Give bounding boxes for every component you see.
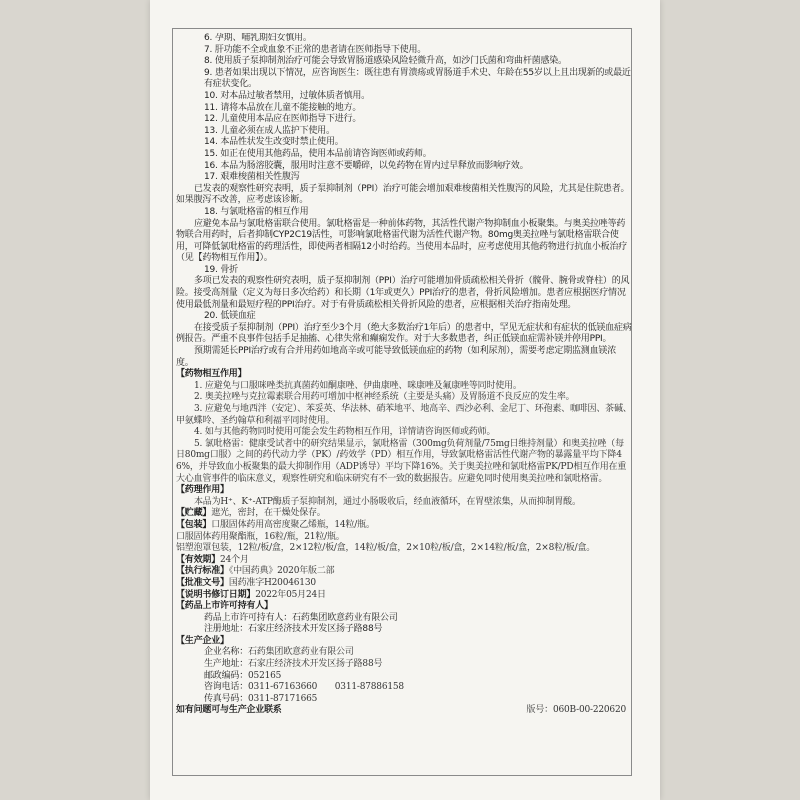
precaution-item: 17. 艰难梭菌相关性腹泻 <box>204 172 300 183</box>
mah-name: 石药集团欧意药业有限公司 <box>292 612 398 623</box>
storage-row <box>176 508 632 520</box>
field-label: 咨询电话： <box>204 682 249 693</box>
precaution-item: 10. 对本品过敏者禁用，过敏体质者慎用。 <box>204 90 370 101</box>
approval-value: 国药准字H20046130 <box>228 577 316 588</box>
precaution-item: 12. 儿童使用本品应在医师指导下进行。 <box>204 114 362 125</box>
validity-label: 【有效期】 <box>176 554 221 565</box>
manufacturer-field <box>176 659 632 671</box>
mah-address-label: 注册地址： <box>204 624 249 635</box>
packaging-label: 【包装】 <box>176 519 212 530</box>
precaution-item: 13. 儿童必须在成人监护下使用。 <box>204 125 335 136</box>
standard-value: 《中国药典》2020年版二部 <box>228 566 335 577</box>
pharmacology-text: 本品为H⁺、K⁺-ATP酶质子泵抑制剂，通过小肠吸收后，经血液循环，在胃壁浓集，从而抑制胃酸。 <box>194 496 581 507</box>
field-value: 0311-67163660 0311-87886158 <box>248 682 404 693</box>
interaction-item: 2. 奥美拉唑与克拉霉素联合用药可增加中枢神经系统（主要是头痛）及胃肠道不良反应的发生率。 <box>194 392 575 403</box>
approval-row <box>176 578 632 590</box>
hypomagnesemia-paragraph: 在接受质子泵抑制剂（PPI）治疗至少3个月（绝大多数治疗1年后）的患者中，罕见无症状和有症状的低镁血症病例报告。严重不良事件包括手足抽搐、心律失常和癫痫发作。对于大多数患者，纠正低镁血症需补镁并停用PPI。 <box>176 322 632 345</box>
pharmacology-heading: 【药理作用】 <box>176 485 229 496</box>
hypomagnesemia-monitoring: 预期需延长PPI治疗或有合并用药如地高辛或可能导致低镁血症的药物（如利尿剂），需要考虑定期监测血镁浓度。 <box>176 346 617 368</box>
manufacturer-field <box>176 647 632 659</box>
precaution-item: 15. 如正在使用其他药品，使用本品前请咨询医师或药师。 <box>204 148 432 159</box>
precaution-item: 7. 肝功能不全或血象不正常的患者请在医师指导下使用。 <box>204 44 427 55</box>
leaflet-content <box>176 33 632 773</box>
field-label: 企业名称： <box>204 647 249 658</box>
clopidogrel-heading: 18. 与氯吡格雷的相互作用 <box>204 206 309 217</box>
standard-label: 【执行标准】 <box>176 566 229 577</box>
field-value: 石药集团欧意药业有限公司 <box>248 647 354 658</box>
field-value: 0311-87171665 <box>248 693 318 704</box>
precaution-item: 11. 请将本品放在儿童不能接触的地方。 <box>204 102 362 113</box>
interactions-heading: 【药物相互作用】 <box>176 369 247 380</box>
mah-name-label: 药品上市许可持有人： <box>204 612 293 623</box>
fracture-heading: 19. 骨折 <box>204 264 238 275</box>
manufacturer-field <box>176 694 632 706</box>
revision-value: 2022年05月24日 <box>255 589 326 600</box>
storage-value: 遮光，密封，在干燥处保存。 <box>211 508 326 519</box>
revision-row <box>176 590 632 602</box>
field-label: 传真号码： <box>204 693 249 704</box>
contact-note: 如有问题可与生产企业联系 <box>176 705 282 716</box>
storage-label: 【贮藏】 <box>176 508 212 519</box>
mah-address-row <box>176 624 632 636</box>
mah-heading: 【药品上市许可持有人】 <box>176 601 273 612</box>
mah-name-row <box>176 613 632 625</box>
packaging-line: 口服固体药用高密度聚乙烯瓶，14粒/瓶。 <box>211 519 375 530</box>
precaution-item: 9. 患者如果出现以下情况，应咨询医生：既往患有胃溃疡或胃肠道手术史、年龄在55岁以上且出现新的或最近有症状变化。 <box>204 67 631 90</box>
validity-row <box>176 555 632 567</box>
revision-label: 【说明书修订日期】 <box>176 589 256 600</box>
mah-address: 石家庄经济技术开发区扬子路88号 <box>248 624 383 635</box>
manufacturer-field <box>176 682 632 694</box>
packaging-line: 口服固体药用聚酯瓶，16粒/瓶，21粒/瓶。 <box>176 531 345 542</box>
interaction-item: 3. 应避免与地西泮（安定）、苯妥英、华法林、硝苯地平、地高辛、西沙必利、金尼丁、环孢素、咖啡因、茶碱、甲氨蝶呤、圣约翰草和利福平同时使用。 <box>176 404 632 426</box>
validity-value: 24个月 <box>220 554 249 565</box>
precaution-item: 6. 孕期、哺乳期妇女慎用。 <box>204 33 312 43</box>
interaction-item: 5. 氯吡格雷：健康受试者中的研究结果显示，氯吡格雷（300mg负荷剂量/75mg日维持剂量）和奥美拉唑（每日80mg口服）之间的药代动力学（PK）/药效学（PD）相互作用，导致氯吡格雷活性代谢产物的暴露量平均下降46%，并导致血小板聚集的最大抑制作用（ADP诱导）平均下降16%。关于奥美拉唑和氯吡格雷PK/PD相互作用在重大心血管事件的临床意义，观察性研究和临床研究有不一致的数据报告。应避免同时使用奥美拉唑和氯吡格雷。 <box>176 438 627 484</box>
cdad-paragraph: 已发表的观察性研究表明，质子泵抑制剂（PPI）治疗可能会增加艰难梭菌相关性腹泻的风险，尤其是住院患者。如果腹泻不改善，应考虑该诊断。 <box>176 183 630 206</box>
hypomagnesemia-heading: 20. 低镁血症 <box>204 311 256 322</box>
field-value: 石家庄经济技术开发区扬子路88号 <box>248 659 383 670</box>
manufacturer-heading: 【生产企业】 <box>176 635 229 646</box>
clopidogrel-paragraph: 应避免本品与氯吡格雷联合使用。氯吡格雷是一种前体药物，其活性代谢产物抑制血小板聚集。与奥美拉唑等药物联合用药时，后者抑制CYP2C19活性，可影响氯吡格雷代谢为活性代谢产物。80mg奥美拉唑与氯吡格雷联合使用，可降低氯吡格雷的药理活性，即使两者相隔12小时给药。当使用本品时，应考虑使用其他药物进行抗血小板治疗（见【药物相互作用】）。 <box>176 218 628 264</box>
field-label: 生产地址： <box>204 659 249 670</box>
standard-row <box>176 566 632 578</box>
packaging-line: 铝塑泡罩包装，12粒/板/盒，2×12粒/板/盒，14粒/板/盒，2×10粒/板/盒，2×14粒/板/盒，2×8粒/板/盒。 <box>176 543 596 554</box>
field-value: 052165 <box>248 670 282 681</box>
precaution-item: 8. 使用质子泵抑制剂治疗可能会导致胃肠道感染风险轻微升高，如沙门氏菌和弯曲杆菌感染。 <box>204 56 567 67</box>
version-number: 版号：060B-00-220620 <box>526 705 626 716</box>
packaging-row <box>176 520 632 532</box>
interaction-item: 4. 如与其他药物同时使用可能会发生药物相互作用，详情请咨询医师或药师。 <box>194 427 496 438</box>
manufacturer-field <box>176 671 632 683</box>
interaction-item: 1. 应避免与口服咪唑类抗真菌药如酮康唑、伊曲康唑、咪康唑及氟康唑等同时使用。 <box>194 380 522 391</box>
precaution-item: 16. 本品为肠溶胶囊，服用时注意不要嚼碎，以免药物在胃内过早释放而影响疗效。 <box>204 160 529 171</box>
field-label: 邮政编码： <box>204 670 249 681</box>
fracture-paragraph: 多项已发表的观察性研究表明，质子泵抑制剂（PPI）治疗可能增加骨质疏松相关骨折（髋骨、腕骨或脊柱）的风险。接受高剂量（定义为每日多次给药）和长期（1年或更久）PPI治疗的患者，骨折风险增加。患者应根据医疗情况使用最低剂量和最短疗程的PPI治疗。对于有骨质疏松相关骨折风险的患者，应根据相关治疗指南处理。 <box>176 276 630 310</box>
interactions-list <box>176 381 632 485</box>
footer-row <box>176 705 632 717</box>
precaution-item: 14. 本品性状发生改变时禁止使用。 <box>204 137 344 148</box>
approval-label: 【批准文号】 <box>176 577 229 588</box>
